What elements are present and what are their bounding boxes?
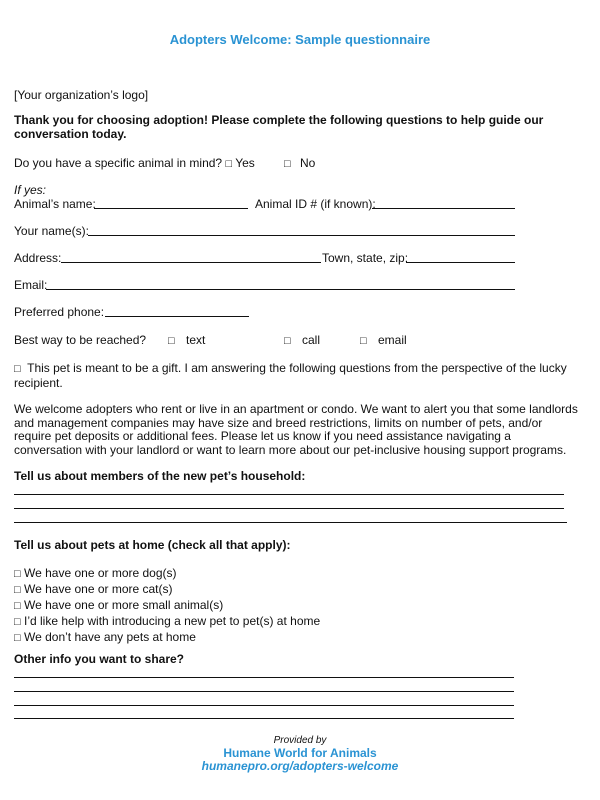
pets-option[interactable] — [14, 630, 320, 646]
pets-option[interactable] — [14, 598, 320, 614]
household-line-3[interactable] — [14, 522, 567, 523]
footer-org: Humane World for Animals — [223, 746, 377, 760]
provided-by: Provided by — [273, 735, 327, 746]
other-line-4[interactable] — [14, 718, 514, 719]
no-option — [284, 156, 315, 170]
your-names-label: Your name(s): — [14, 224, 89, 238]
yes-checkbox[interactable]: □ — [225, 158, 233, 170]
pets-option-label: We don’t have any pets at home — [24, 630, 196, 644]
other-line-2[interactable] — [14, 691, 514, 692]
household-line-2[interactable] — [14, 508, 564, 509]
contact-option-email — [360, 333, 407, 347]
household-heading: Tell us about members of the new pet’s household: — [14, 469, 306, 483]
contact-option-text — [168, 333, 205, 347]
pets-option[interactable] — [14, 582, 320, 598]
logo-placeholder: [Your organization’s logo] — [14, 88, 149, 102]
pets-option-label: We have one or more small animal(s) — [24, 598, 224, 612]
phone-field[interactable] — [105, 316, 249, 317]
pets-option-label: I’d like help with introducing a new pet to pet(s) at home — [24, 614, 321, 628]
gift-text: This pet is meant to be a gift. I am answering the following questions from the perspective of the lucky recipient. — [14, 361, 567, 390]
gift-option — [14, 362, 580, 390]
pets-option[interactable] — [14, 566, 320, 582]
household-line-1[interactable] — [14, 494, 564, 495]
email-checkbox[interactable]: □ — [360, 335, 367, 347]
pets-option-label: We have one or more dog(s) — [24, 566, 177, 580]
text-checkbox[interactable]: □ — [168, 335, 175, 347]
animal-name-label: Animal’s name: — [14, 197, 96, 211]
if-yes-label: If yes: — [14, 183, 47, 197]
town-field[interactable] — [406, 262, 515, 263]
pets-checkbox[interactable]: □ — [14, 584, 21, 596]
yes-label: Yes — [235, 156, 255, 170]
other-line-3[interactable] — [14, 705, 514, 706]
text-option-label: text — [186, 333, 206, 347]
pets-checkbox[interactable]: □ — [14, 632, 21, 644]
animal-name-field[interactable] — [94, 208, 248, 209]
pets-checkbox[interactable]: □ — [14, 616, 21, 628]
pets-options-list — [14, 566, 320, 646]
welcome-paragraph: We welcome adopters who rent or live in an apartment or condo. We want to alert you that some landlords and management companies may have size and breed restrictions, limits on number of pets, and/or require pet deposits or additional fees. Please let us know if you need assistance navigating a conversation with your landlord or want to learn more about our pet-inclusive housing support programs. — [14, 402, 578, 457]
gift-checkbox[interactable]: □ — [14, 363, 21, 375]
pets-option-label: We have one or more cat(s) — [24, 582, 173, 596]
other-line-1[interactable] — [14, 677, 514, 678]
animal-id-label: Animal ID # (if known): — [255, 197, 376, 211]
phone-label: Preferred phone: — [14, 305, 105, 319]
footer-url[interactable]: humanepro.org/adopters-welcome — [201, 759, 399, 773]
intro-text: Thank you for choosing adoption! Please complete the following questions to help guide our conversation today. — [14, 113, 544, 141]
no-label: No — [300, 156, 316, 170]
pets-option[interactable] — [14, 614, 320, 630]
no-checkbox[interactable]: □ — [284, 158, 291, 170]
email-option-label: email — [378, 333, 407, 347]
email-field[interactable] — [46, 289, 515, 290]
specific-animal-question — [14, 156, 255, 170]
specific-animal-label: Do you have a specific animal in mind? — [14, 156, 223, 170]
email-label: Email: — [14, 278, 48, 292]
page-title: Adopters Welcome: Sample questionnaire — [169, 32, 431, 47]
address-label: Address: — [14, 251, 62, 265]
your-names-field[interactable] — [88, 235, 515, 236]
pets-checkbox[interactable]: □ — [14, 600, 21, 612]
pets-checkbox[interactable]: □ — [14, 568, 21, 580]
pets-heading: Tell us about pets at home (check all that apply): — [14, 538, 291, 552]
contact-option-call — [284, 333, 320, 347]
animal-id-field[interactable] — [372, 208, 515, 209]
address-field[interactable] — [61, 262, 321, 263]
contact-label: Best way to be reached? — [14, 333, 147, 347]
call-checkbox[interactable]: □ — [284, 335, 291, 347]
call-option-label: call — [302, 333, 321, 347]
town-label: Town, state, zip: — [322, 251, 409, 265]
other-heading: Other info you want to share? — [14, 652, 185, 666]
